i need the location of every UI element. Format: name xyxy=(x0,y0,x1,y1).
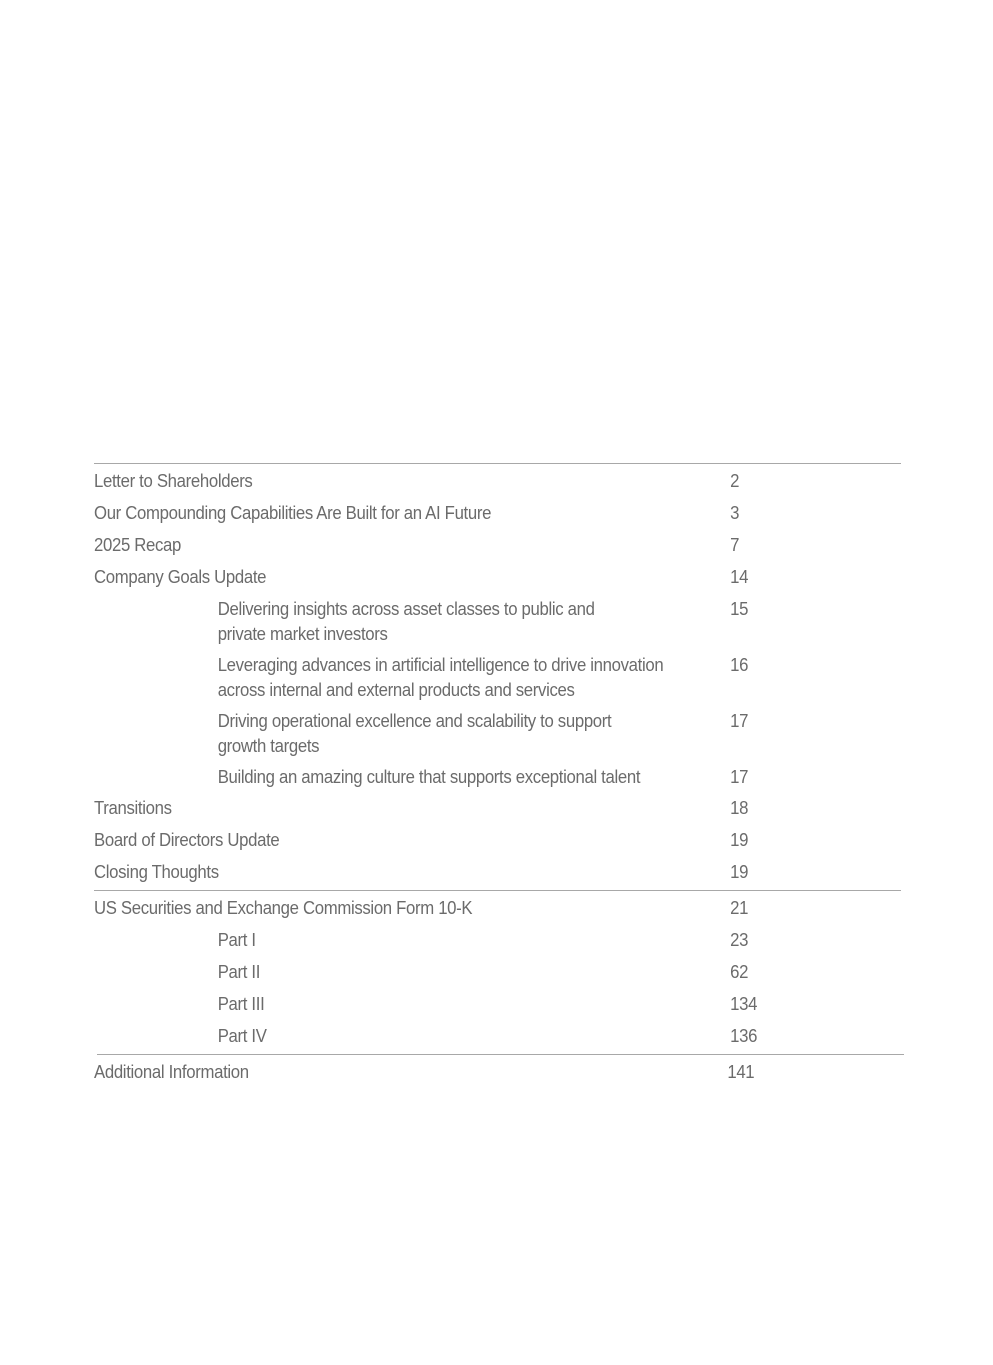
toc-entry-page: 19 xyxy=(730,862,749,882)
toc-entry-label: Letter to Shareholders xyxy=(94,471,253,491)
toc-entry[interactable] xyxy=(94,501,901,533)
toc-subentry[interactable] xyxy=(94,960,901,992)
toc-subentry[interactable] xyxy=(94,709,901,765)
toc-subentry[interactable] xyxy=(94,928,901,960)
toc-subentry-page: 136 xyxy=(730,1026,758,1046)
toc-entry-page: 141 xyxy=(727,1062,755,1082)
toc-entry-label: Closing Thoughts xyxy=(94,862,219,882)
toc-entry[interactable] xyxy=(94,533,901,565)
toc-entry-label: Transitions xyxy=(94,798,172,818)
toc-subentry-page: 62 xyxy=(730,962,749,982)
toc-entry-label: Our Compounding Capabilities Are Built for an AI Future xyxy=(94,503,492,523)
toc-subentry-label-line: Driving operational excellence and scalability to support xyxy=(217,711,612,731)
toc-section-form-10k xyxy=(94,890,901,1054)
toc-subentry[interactable] xyxy=(94,653,901,709)
toc-subentry-label xyxy=(94,653,730,702)
toc-entry[interactable] xyxy=(94,565,901,597)
toc-subentry-label: Part III xyxy=(217,994,265,1014)
toc-entry[interactable] xyxy=(94,1060,901,1092)
toc-subentry-label: Building an amazing culture that supports exceptional talent xyxy=(217,767,641,787)
toc-subentry-page: 15 xyxy=(730,599,749,619)
toc-entry-page: 18 xyxy=(730,798,749,818)
toc-entry-page: 14 xyxy=(730,567,749,587)
toc-section-letter xyxy=(94,463,901,890)
toc-subentry[interactable] xyxy=(94,597,901,653)
toc-subentry-page: 23 xyxy=(730,930,749,950)
toc-entry[interactable] xyxy=(94,469,901,501)
toc-entry-page: 7 xyxy=(730,535,740,555)
toc-entry-page: 3 xyxy=(730,503,740,523)
table-of-contents xyxy=(94,463,901,1096)
toc-subentry-label: Part IV xyxy=(217,1026,267,1046)
toc-entry[interactable] xyxy=(94,860,901,886)
toc-entry-page: 2 xyxy=(730,471,740,491)
toc-subentry-label: Part II xyxy=(217,962,261,982)
toc-subentry-label xyxy=(94,709,730,758)
toc-subentry-label-line: private market investors xyxy=(217,623,388,644)
toc-subentry-label-line: Leveraging advances in artificial intelligence to drive innovation xyxy=(217,655,664,675)
toc-entry-page: 19 xyxy=(730,830,749,850)
toc-entry-label: Board of Directors Update xyxy=(94,830,280,850)
toc-entry-label: Additional Information xyxy=(94,1062,249,1082)
toc-subentry-label xyxy=(94,597,730,646)
toc-subentry-page: 16 xyxy=(730,655,749,675)
toc-entry[interactable] xyxy=(94,796,901,828)
toc-subentry-page: 17 xyxy=(730,767,749,787)
toc-entry-label: Company Goals Update xyxy=(94,567,267,587)
toc-entry-page: 21 xyxy=(730,898,749,918)
toc-subentry-label-line: across internal and external products and services xyxy=(217,679,575,700)
toc-subentry[interactable] xyxy=(94,992,901,1024)
toc-subentry-label-line: Delivering insights across asset classes to public and xyxy=(217,599,595,619)
toc-section-additional xyxy=(94,1054,904,1096)
toc-subentry[interactable] xyxy=(94,1024,901,1050)
toc-subentry-page: 134 xyxy=(730,994,758,1014)
toc-subentry-page: 17 xyxy=(730,711,749,731)
toc-subentry[interactable] xyxy=(94,765,901,796)
toc-entry-label: US Securities and Exchange Commission Form 10-K xyxy=(94,898,473,918)
toc-subentry-label: Part I xyxy=(217,930,256,950)
toc-subentry-label-line: growth targets xyxy=(217,735,320,756)
toc-entry-label: 2025 Recap xyxy=(94,535,182,555)
toc-entry[interactable] xyxy=(94,896,901,928)
toc-entry[interactable] xyxy=(94,828,901,860)
